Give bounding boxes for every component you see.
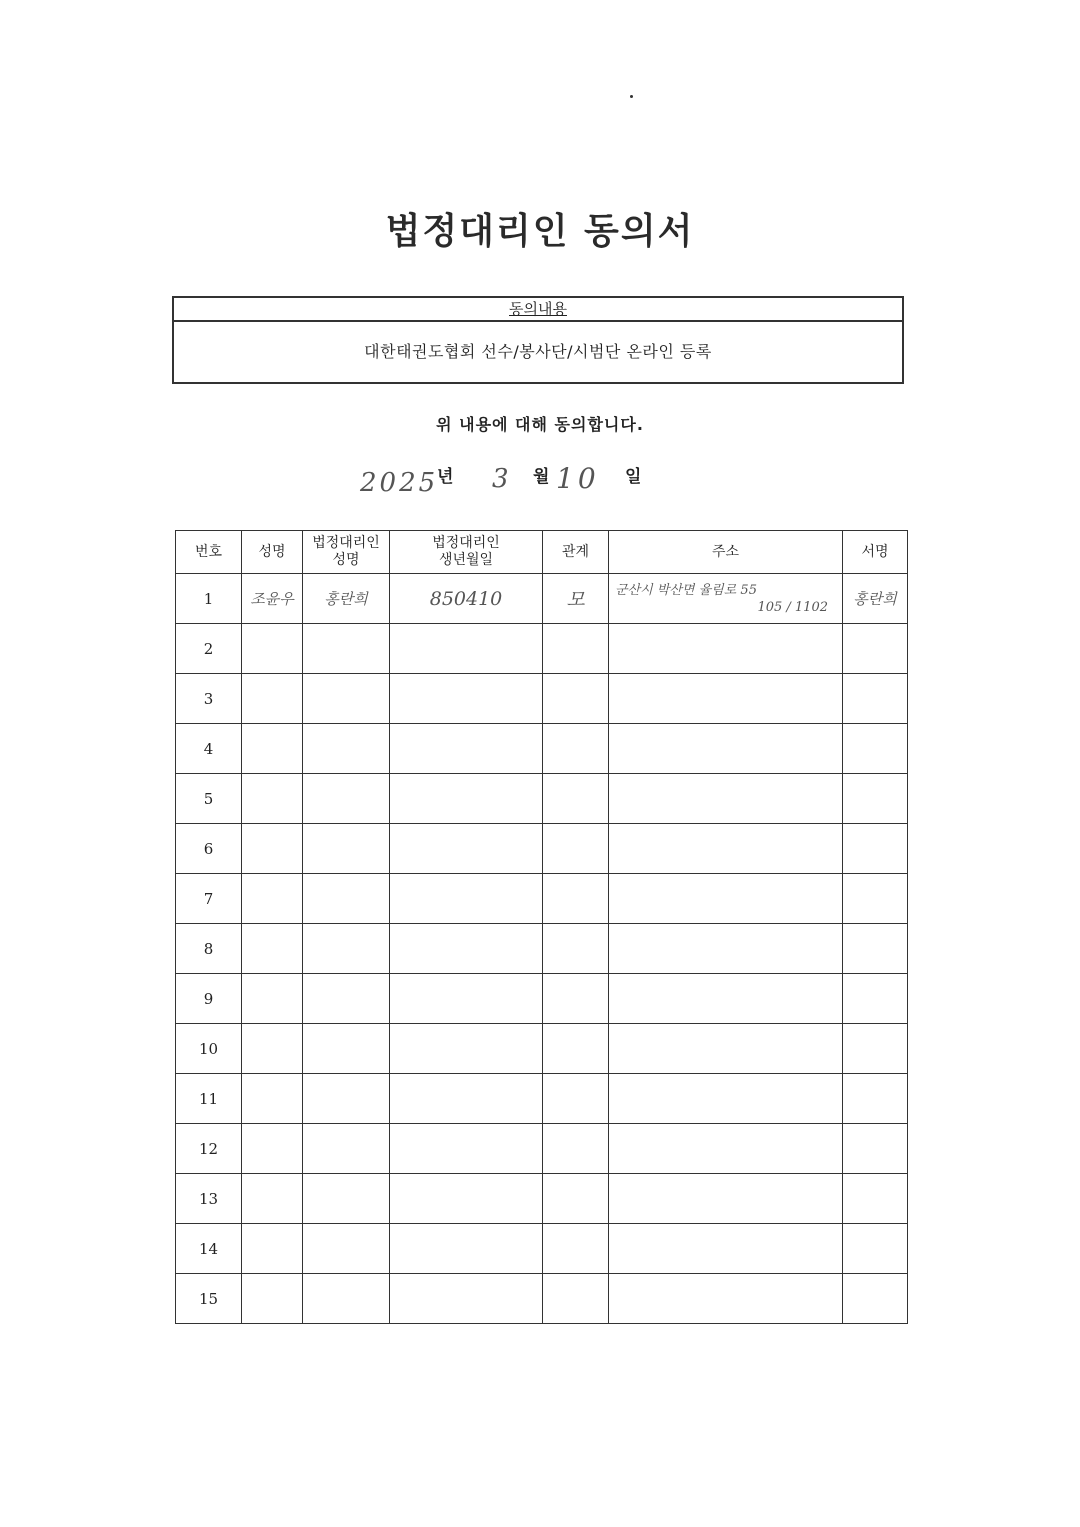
row-guardian-birth (390, 774, 543, 824)
row-guardian-birth (390, 1124, 543, 1174)
row-signature (843, 1074, 908, 1124)
consent-box (172, 296, 904, 384)
table-row (176, 1124, 908, 1174)
table-header-row (176, 531, 908, 574)
row-signature (843, 774, 908, 824)
row-number: 11 (176, 1074, 242, 1124)
row-number: 14 (176, 1224, 242, 1274)
row-signature (843, 1124, 908, 1174)
table-row (176, 824, 908, 874)
row-name (242, 724, 303, 774)
date-year-label: 년 (437, 467, 454, 487)
row-guardian-birth (390, 1174, 543, 1224)
row-name (242, 974, 303, 1024)
row-address (609, 824, 843, 874)
row-guardian-name (303, 1124, 390, 1174)
row-address (609, 774, 843, 824)
row-guardian-name (303, 1274, 390, 1324)
header-relation: 관계 (543, 531, 609, 574)
row-signature (843, 1224, 908, 1274)
row-address (609, 1024, 843, 1074)
row-number: 13 (176, 1174, 242, 1224)
row-signature (843, 624, 908, 674)
row-number: 8 (176, 924, 242, 974)
consent-header-label: 동의내용 (509, 300, 567, 318)
date-day-label: 일 (625, 467, 642, 487)
table-row (176, 574, 908, 624)
table-row (176, 1274, 908, 1324)
row-guardian-birth (390, 974, 543, 1024)
row-relation (543, 1174, 609, 1224)
row-guardian-birth (390, 674, 543, 724)
table-row (176, 774, 908, 824)
row-guardian-birth (390, 824, 543, 874)
row-address (609, 1124, 843, 1174)
row-guardian-name (303, 674, 390, 724)
row-signature (843, 674, 908, 724)
row-number: 7 (176, 874, 242, 924)
row-relation (543, 1274, 609, 1324)
row-guardian-birth (390, 724, 543, 774)
row-address (609, 874, 843, 924)
header-address: 주소 (609, 531, 843, 574)
row-name (242, 624, 303, 674)
row-number: 9 (176, 974, 242, 1024)
row-guardian-birth (390, 924, 543, 974)
row-guardian-birth (390, 1074, 543, 1124)
row-name (242, 774, 303, 824)
table-row (176, 624, 908, 674)
row-relation (543, 774, 609, 824)
row-relation (543, 974, 609, 1024)
row-guardian-birth (390, 874, 543, 924)
row-guardian-name (303, 1024, 390, 1074)
row-name (242, 1274, 303, 1324)
row-address (609, 1224, 843, 1274)
row-guardian-name (303, 924, 390, 974)
row-guardian-name (303, 774, 390, 824)
row-number: 4 (176, 724, 242, 774)
header-guardian-name: 법정대리인 성명 (303, 531, 390, 574)
row-number: 5 (176, 774, 242, 824)
row-guardian-name (303, 824, 390, 874)
row-relation (543, 1074, 609, 1124)
row-signature (843, 924, 908, 974)
row-guardian-birth: 850410 (390, 574, 543, 624)
row-number: 15 (176, 1274, 242, 1324)
scan-speck (630, 95, 633, 98)
header-name: 성명 (242, 531, 303, 574)
consent-text: 대한태권도협회 선수/봉사단/시범단 온라인 등록 (364, 342, 712, 361)
date-day-handwritten: 10 (556, 462, 600, 495)
row-address (609, 924, 843, 974)
row-signature (843, 874, 908, 924)
table-row (176, 1224, 908, 1274)
row-signature (843, 974, 908, 1024)
row-guardian-name (303, 1174, 390, 1224)
row-number: 6 (176, 824, 242, 874)
row-address (609, 1274, 843, 1324)
header-guardian-birth: 법정대리인 생년월일 (390, 531, 543, 574)
table-row (176, 1024, 908, 1074)
row-address-line-1: 군산시 박산면 율림로 55 (615, 582, 757, 598)
row-name (242, 1224, 303, 1274)
table-row (176, 724, 908, 774)
row-number: 12 (176, 1124, 242, 1174)
header-number: 번호 (176, 531, 242, 574)
row-address-line-2: 105 / 1102 (757, 599, 828, 615)
row-name (242, 1124, 303, 1174)
row-guardian-birth (390, 624, 543, 674)
row-signature: 홍란희 (843, 574, 908, 624)
row-guardian-name (303, 974, 390, 1024)
table-row (176, 1074, 908, 1124)
table-row (176, 1174, 908, 1224)
row-guardian-name (303, 1224, 390, 1274)
row-guardian-birth (390, 1274, 543, 1324)
row-relation (543, 724, 609, 774)
row-relation (543, 1024, 609, 1074)
row-relation: 모 (543, 574, 609, 624)
row-guardian-name (303, 724, 390, 774)
guardian-roster-table (175, 530, 908, 1324)
header-signature: 서명 (843, 531, 908, 574)
row-number: 3 (176, 674, 242, 724)
table-row (176, 924, 908, 974)
row-guardian-name (303, 874, 390, 924)
row-guardian-name: 홍란희 (303, 574, 390, 624)
date-year-handwritten: 2025 (360, 468, 439, 498)
row-address (609, 674, 843, 724)
row-relation (543, 1224, 609, 1274)
row-address (609, 1074, 843, 1124)
row-relation (543, 924, 609, 974)
row-address (609, 974, 843, 1024)
row-guardian-name (303, 624, 390, 674)
row-relation (543, 1124, 609, 1174)
agreement-statement: 위 내용에 대해 동의합니다. (436, 415, 644, 434)
row-number: 2 (176, 624, 242, 674)
row-number: 1 (176, 574, 242, 624)
date-month-label: 월 (533, 467, 550, 487)
row-name (242, 674, 303, 724)
row-name (242, 874, 303, 924)
row-relation (543, 874, 609, 924)
row-guardian-birth (390, 1024, 543, 1074)
row-number: 10 (176, 1024, 242, 1074)
row-signature (843, 724, 908, 774)
row-relation (543, 674, 609, 724)
row-name (242, 1024, 303, 1074)
row-name (242, 824, 303, 874)
row-signature (843, 1274, 908, 1324)
row-relation (543, 624, 609, 674)
row-signature (843, 1174, 908, 1224)
document-title: 법정대리인 동의서 (385, 211, 695, 252)
row-signature (843, 1024, 908, 1074)
row-signature (843, 824, 908, 874)
row-name (242, 924, 303, 974)
row-relation (543, 824, 609, 874)
row-name: 조윤우 (242, 574, 303, 624)
row-address (609, 1174, 843, 1224)
row-guardian-name (303, 1074, 390, 1124)
row-address (609, 724, 843, 774)
table-row (176, 974, 908, 1024)
table-row (176, 674, 908, 724)
row-name (242, 1174, 303, 1224)
table-row (176, 874, 908, 924)
consent-header (174, 298, 902, 322)
row-guardian-birth (390, 1224, 543, 1274)
row-address (609, 574, 843, 624)
date-month-handwritten: 3 (492, 464, 509, 494)
row-name (242, 1074, 303, 1124)
row-address (609, 624, 843, 674)
